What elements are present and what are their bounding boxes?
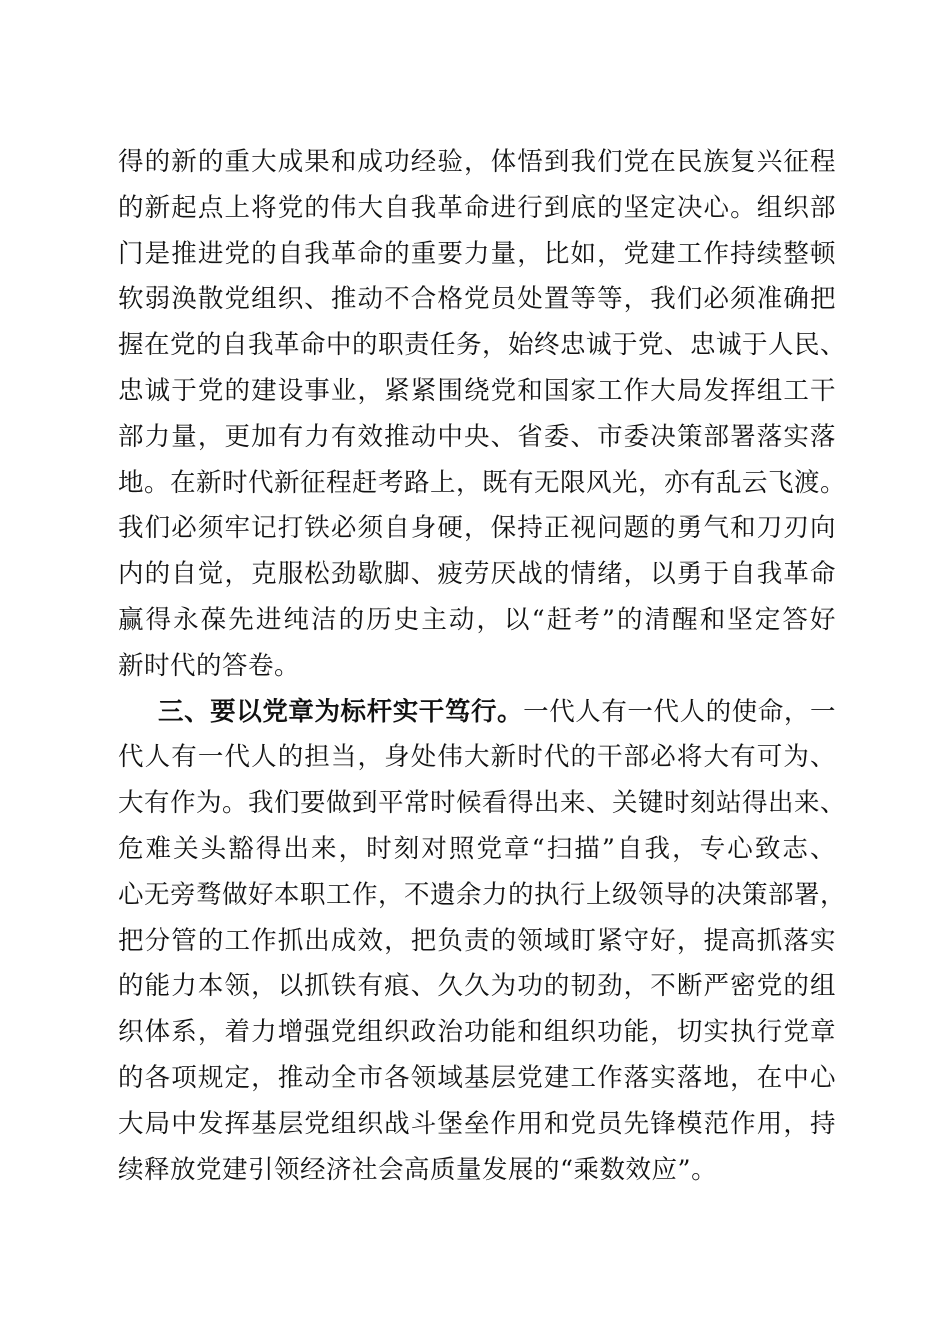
- text-line: 赢得永葆先进纯洁的历史主动，以“赶考”的清醒和坚定答好: [118, 604, 836, 635]
- paragraph-2: [118, 690, 847, 1194]
- text-line: 大局中发挥基层党组织战斗堡垒作用和党员先锋模范作用，持: [118, 1108, 836, 1139]
- text-line: 大有作为。我们要做到平常时候看得出来、关键时刻站得出来、: [118, 788, 847, 819]
- text-line: 心无旁骛做好本职工作，不遗余力的执行上级领导的决策部署，: [118, 879, 847, 910]
- text-line: 织体系，着力增强党组织政治功能和组织功能，切实执行党章: [118, 1017, 836, 1048]
- document-page: [118, 140, 847, 1193]
- text-line: 门是推进党的自我革命的重要力量，比如，党建工作持续整顿: [118, 238, 836, 269]
- text-line: 把分管的工作抓出成效，把负责的领域盯紧守好，提高抓落实: [118, 925, 836, 956]
- paragraph-1: [118, 140, 847, 690]
- text-line: 忠诚于党的建设事业，紧紧围绕党和国家工作大局发挥组工干: [118, 375, 836, 406]
- section-heading: 三、要以党章为标杆实干笃行。: [158, 696, 524, 727]
- paragraph-first-line: [118, 690, 836, 736]
- text-line: 软弱涣散党组织、推动不合格党员处置等等，我们必须准确把: [118, 284, 836, 315]
- text-line: 得的新的重大成果和成功经验，体悟到我们党在民族复兴征程: [118, 147, 836, 177]
- text-line: 的各项规定，推动全市各领域基层党建工作落实落地，在中心: [118, 1062, 836, 1093]
- text-line: 握在党的自我革命中的职责任务，始终忠诚于党、忠诚于人民、: [118, 330, 847, 361]
- text-line: 的新起点上将党的伟大自我革命进行到底的坚定决心。组织部: [118, 192, 836, 223]
- text-line: 新时代的答卷。: [118, 650, 301, 681]
- text-line: 部力量，更加有力有效推动中央、省委、市委决策部署落实落: [118, 421, 836, 452]
- text-line: 续释放党建引领经济社会高质量发展的“乘数效应”。: [118, 1154, 718, 1185]
- text-line: 危难关头豁得出来，时刻对照党章“扫描”自我，专心致志、: [118, 833, 836, 864]
- text-line: 我们必须牢记打铁必须自身硬，保持正视问题的勇气和刀刃向: [118, 513, 836, 544]
- text-line: 内的自觉，克服松劲歇脚、疲劳厌战的情绪，以勇于自我革命: [118, 559, 836, 590]
- text-line: 代人有一代人的担当，身处伟大新时代的干部必将大有可为、: [118, 742, 836, 773]
- text-run: 一代人有一代人的使命，一: [523, 696, 836, 727]
- text-line: 地。在新时代新征程赶考路上，既有无限风光，亦有乱云飞渡。: [118, 467, 847, 498]
- text-line: 的能力本领，以抓铁有痕、久久为功的韧劲，不断严密党的组: [118, 971, 836, 1002]
